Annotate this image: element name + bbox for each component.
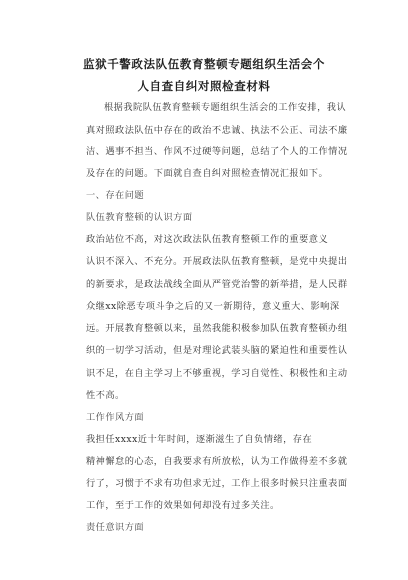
- paragraph-line: 洁、遇事不担当、作风不过硬等问题，总结了个人的工作情况: [86, 146, 348, 157]
- paragraph-line: 织的一切学习活动，但是对理论武装头脑的紧迫性和重要性认: [86, 345, 348, 356]
- paragraph-line: 识不足，在自主学习上不够重视，学习自觉性、积极性和主动: [86, 368, 348, 379]
- document-title-line-1: 监狱千警政法队伍教育整顿专题组织生活会个: [83, 57, 325, 71]
- paragraph-line: 远。开展教育整顿以来，虽然我能积极参加队伍教育整顿办组: [86, 323, 348, 334]
- paragraph-line: 精神懈怠的心态，自我要求有所放松，认为工作做得差不多就: [86, 456, 348, 467]
- paragraph-line: 认识不深入、不充分。开展政法队伍教育整顿，是党中央提出: [86, 256, 348, 267]
- section-heading: 一、存在问题: [86, 190, 145, 201]
- paragraph-line: 政治站位不高，对这次政法队伍教育整顿工作的重要意义: [86, 234, 329, 245]
- document-title-line-2: 人自查自纠对照检查材料: [137, 79, 271, 93]
- paragraph-line: 行了，习惯于不求有功但求无过，工作上很多时候只注重表面: [86, 478, 348, 489]
- subsection-heading: 队伍教育整顿的认识方面: [86, 212, 193, 223]
- paragraph-line: 工作，至于工作的效果如何却没有过多关注。: [86, 500, 280, 511]
- paragraph-line: 性不高。: [86, 390, 125, 401]
- paragraph-line: 根据我院队伍教育整顿专题组织生活会的工作安排，我认: [104, 102, 347, 113]
- paragraph-line: 及存在的问题。下面就自查自纠对照检查情况汇报如下。: [86, 168, 329, 179]
- paragraph-line: 的新要求，是政法战线全面从严管党治警的新举措，是人民群: [86, 279, 348, 290]
- paragraph-line: 真对照政法队伍中存在的政治不忠诚、执法不公正、司法不廉: [86, 125, 348, 136]
- subsection-heading: 工作作风方面: [86, 412, 145, 423]
- paragraph-line: 我担任xxxx近十年时间，逐渐滋生了自负情绪，存在: [86, 434, 313, 445]
- subsection-heading: 责任意识方面: [86, 522, 145, 533]
- paragraph-line: 众继xx除恶专项斗争之后的又一新期待，意义重大、影响深: [86, 301, 340, 312]
